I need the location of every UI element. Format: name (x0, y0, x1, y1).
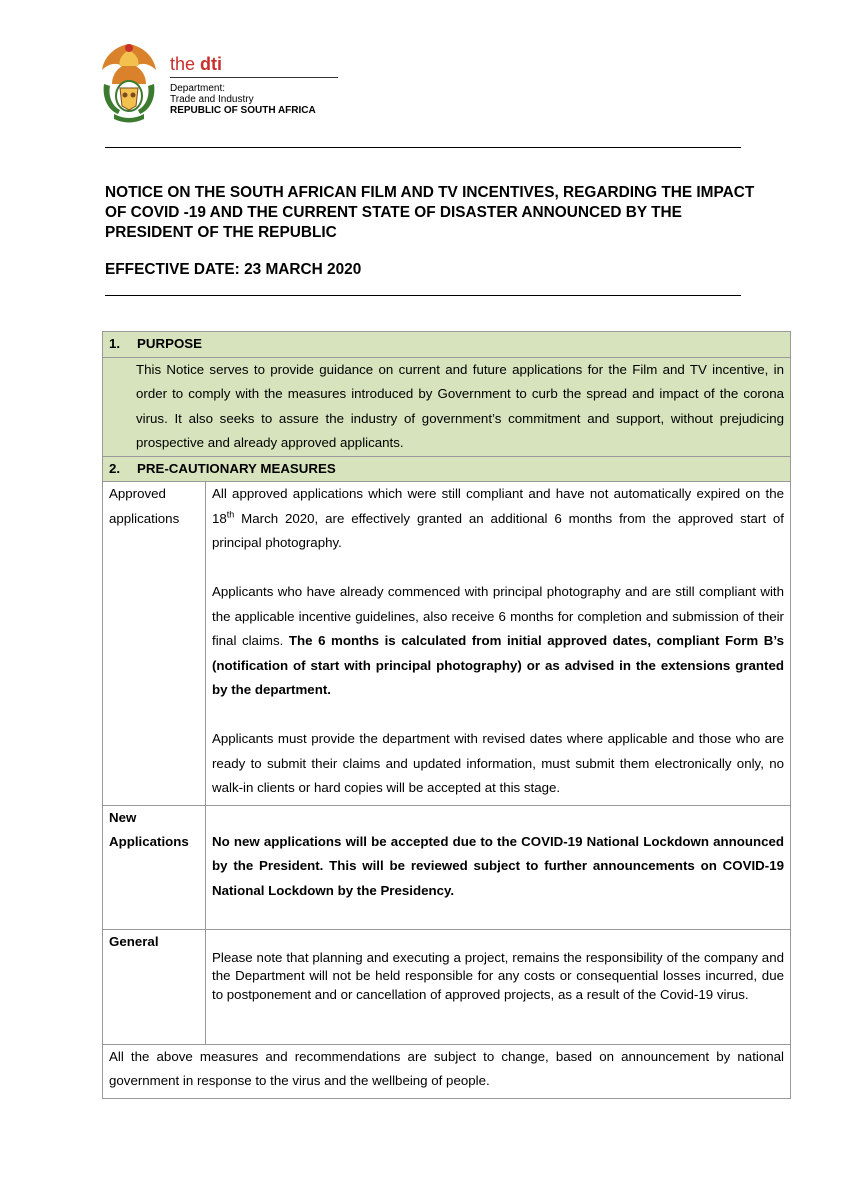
dti-logo-text: the dti (170, 54, 223, 74)
section-number: 1. (109, 336, 121, 351)
footer-note-row (103, 1044, 791, 1098)
section-heading: PURPOSE (137, 336, 203, 351)
top-rule (105, 147, 741, 148)
section-heading: PRE-CAUTIONARY MEASURES (137, 460, 336, 476)
section-number: 2. (109, 460, 121, 476)
logo-divider (170, 77, 338, 78)
purpose-heading-row (103, 332, 791, 358)
approved-label: Approved applications (103, 482, 206, 806)
purpose-text: This Notice serves to provide guidance on current and future applications for the Film and TV incentive, in order to comply with the measures introduced by Government to curb the spread and impact of the corona virus. It also seeks to assure the industry of government’s commitment and support, without prejudicing prospective and already approved applicants. (103, 357, 791, 456)
general-label: General (103, 929, 206, 1044)
general-row (103, 929, 791, 1044)
new-applications-text: No new applications will be accepted due to the COVID-19 National Lockdown announced by the President. This will be reviewed subject to further announcements on COVID-19 National Lockdown by the Presidency. (212, 833, 784, 898)
notice-title: NOTICE ON THE SOUTH AFRICAN FILM AND TV INCENTIVES, REGARDING THE IMPACT OF COVID -19 AND THE CURRENT STATE OF DISASTER ANNOUNCED BY THE PRESIDENT OF THE REPUBLIC (105, 184, 755, 241)
department-name: Department: Trade and Industry (170, 83, 254, 105)
letterhead (98, 40, 338, 120)
footer-note: All the above measures and recommendations are subject to change, based on announcement by national government in response to the virus and the wellbeing of people. (103, 1044, 791, 1098)
new-applications-label: New Applications (103, 805, 206, 929)
approved-text: All approved applications which were still compliant and have not automatically expired on the 18th March 2020, are effectively granted an additional 6 months from the approved start of principal photography. Applicants who have already commenced with principal photography and are still compliant with the applicable incentive guidelines, also receive 6 months for completion and submission of their final claims. The 6 months is calculated from initial approved dates, compliant Form B’s (notification of start with principal photography) or as advised in the extensions granted by the department. Applicants must provide the department with revised dates where applicable and those who are ready to submit their claims and updated information, must submit them electronically only, no walk-in clients or hard copies will be accepted at this stage. (206, 482, 791, 806)
notice-table (102, 331, 791, 1099)
approved-row (103, 482, 791, 806)
new-applications-row (103, 805, 791, 929)
purpose-text-row (103, 357, 791, 456)
bottom-rule (105, 295, 741, 296)
country-name: REPUBLIC OF SOUTH AFRICA (170, 105, 316, 116)
effective-date: EFFECTIVE DATE: 23 MARCH 2020 (105, 261, 362, 278)
general-text: Please note that planning and executing a project, remains the responsibility of the company and the Department will not be held responsible for any costs or consequential losses incurred, due to postponement and or cancellation of approved projects, as a result of the Covid-19 virus. (212, 949, 784, 1002)
coat-of-arms-icon (98, 40, 160, 124)
measures-heading-row (103, 456, 791, 482)
